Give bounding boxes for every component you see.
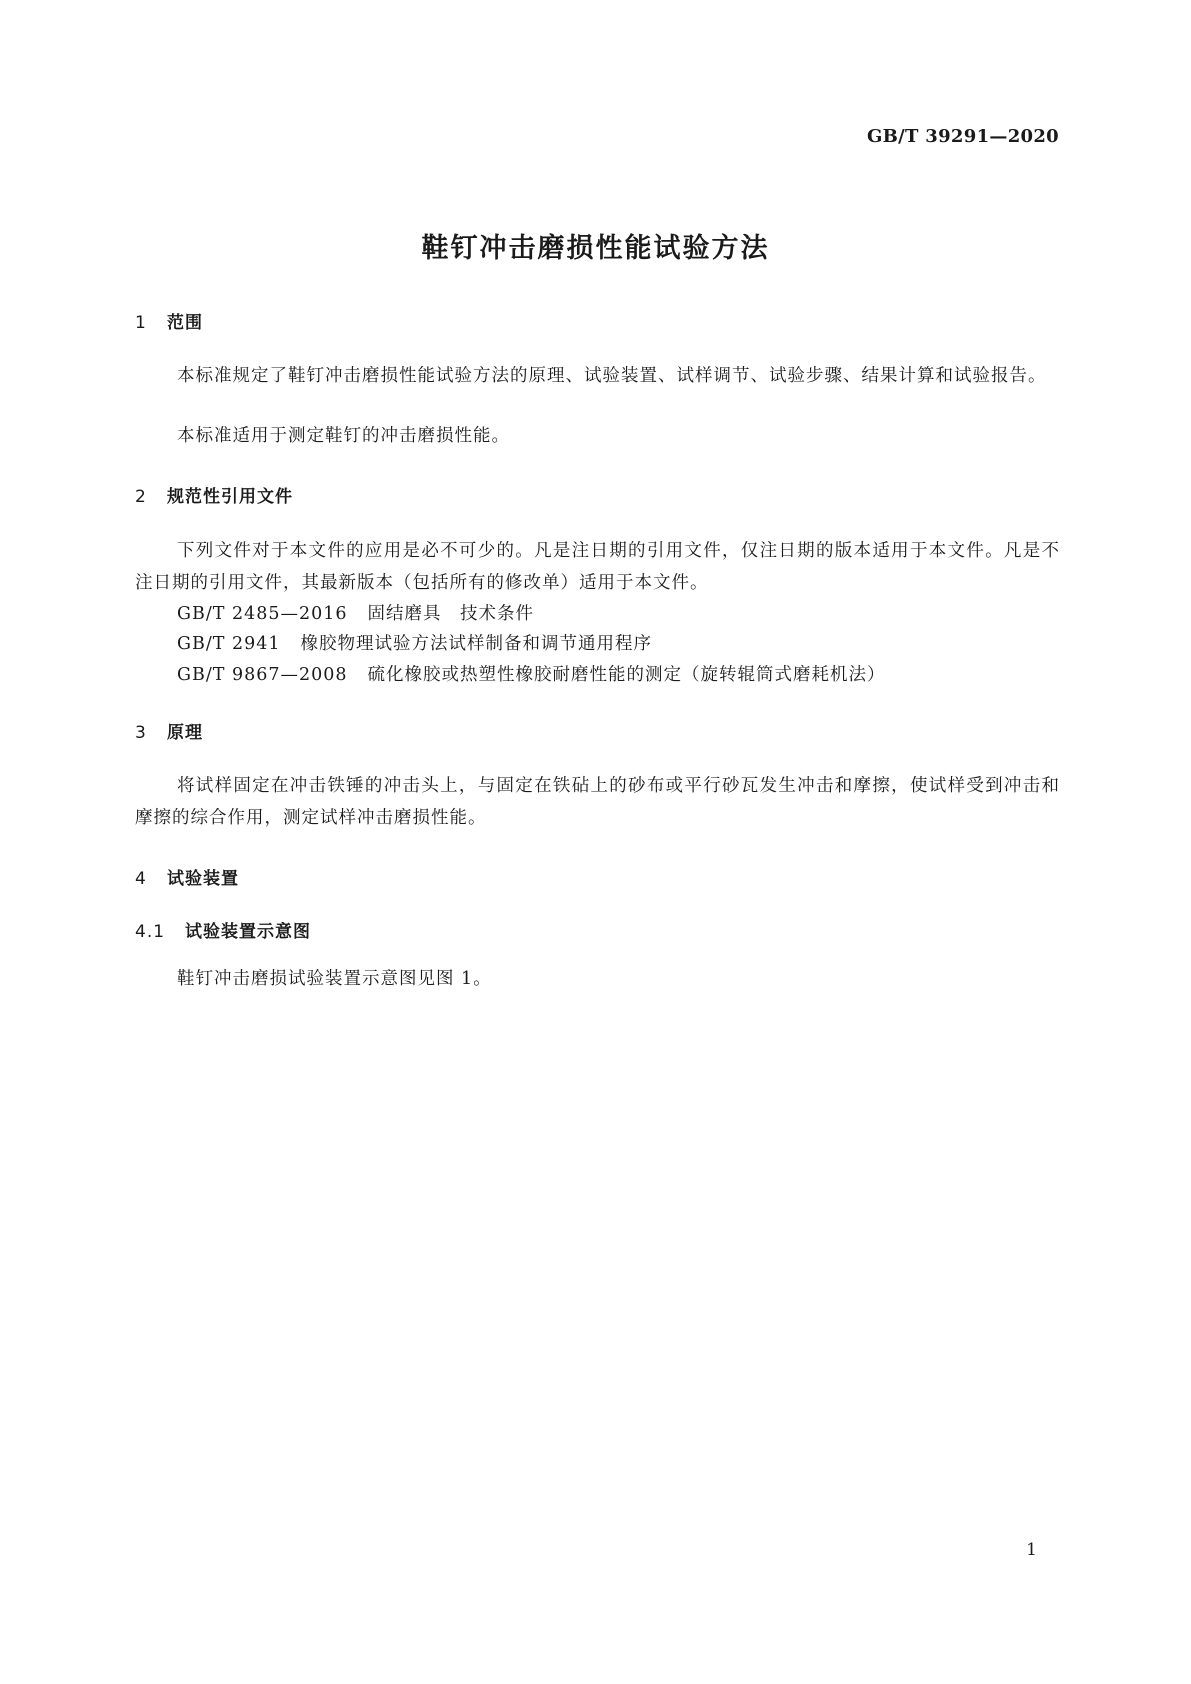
section-1-heading: [135, 308, 203, 333]
section-2-paragraph: 下列文件对于本文件的应用是必不可少的。凡是注日期的引用文件，仅注日期的版本适用于本文件。凡是不注日期的引用文件，其最新版本（包括所有的修改单）适用于本文件。: [135, 541, 1060, 593]
section-3-title: 原理: [167, 723, 203, 743]
reference-item: [177, 661, 886, 686]
section-3-heading: [135, 718, 203, 743]
section-3-paragraph: 将试样固定在冲击铁锤的冲击头上，与固定在铁砧上的砂布或平行砂瓦发生冲击和摩擦，使试样受到冲击和摩擦的综合作用，测定试样冲击磨损性能。: [135, 776, 1060, 828]
standard-number: GB/T 39291—2020: [866, 126, 1059, 147]
reference-title: 硫化橡胶或热塑性橡胶耐磨性能的测定（旋转辊筒式磨耗机法）: [367, 665, 886, 685]
reference-code: GB/T 9867—2008: [177, 665, 348, 685]
section-4-title: 试验装置: [167, 869, 239, 889]
section-3-number: 3: [135, 723, 147, 743]
reference-code: GB/T 2941: [177, 634, 281, 654]
document-title: 鞋钉冲击磨损性能试验方法: [421, 233, 770, 264]
section-4-1-heading: [135, 917, 311, 942]
page-number: 1: [1026, 1540, 1037, 1560]
reference-code: GB/T 2485—2016: [177, 604, 348, 624]
section-2-number: 2: [135, 487, 147, 507]
section-4-number: 4: [135, 869, 147, 889]
section-4-1-paragraph: 鞋钉冲击磨损试验装置示意图见图 1。: [177, 969, 492, 989]
section-4-1-number: 4.1: [135, 922, 166, 942]
section-1-paragraph-2: 本标准适用于测定鞋钉的冲击磨损性能。: [177, 426, 510, 446]
reference-item: [177, 600, 534, 625]
reference-title: 固结磨具 技术条件: [367, 604, 535, 624]
reference-title: 橡胶物理试验方法试样制备和调节通用程序: [300, 634, 653, 654]
section-1-number: 1: [135, 313, 147, 333]
section-4-1-title: 试验装置示意图: [185, 922, 311, 942]
reference-item: [177, 630, 652, 655]
section-1-title: 范围: [167, 313, 203, 333]
section-1-paragraph-1: 本标准规定了鞋钉冲击磨损性能试验方法的原理、试验装置、试样调节、试验步骤、结果计算和试验报告。: [177, 366, 1047, 386]
section-2-title: 规范性引用文件: [167, 487, 293, 507]
section-2-heading: [135, 482, 293, 507]
section-4-heading: [135, 864, 239, 889]
